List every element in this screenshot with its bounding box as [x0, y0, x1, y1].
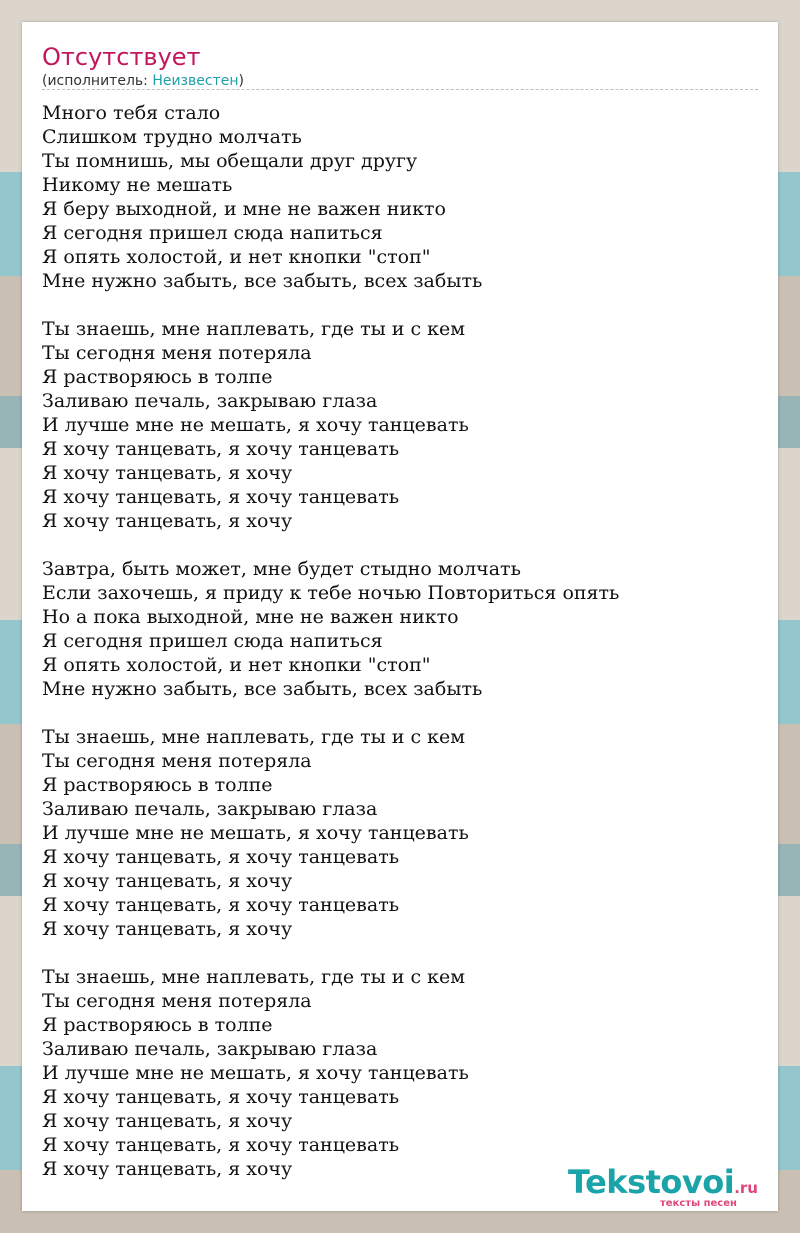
lyrics-line: Ты помнишь, мы обещали друг другу: [42, 150, 418, 172]
lyrics-line: Я растворяюсь в толпе: [42, 1014, 273, 1036]
lyrics-stanza: [42, 317, 619, 533]
lyrics-line: Я хочу танцевать, я хочу танцевать: [42, 438, 400, 460]
lyrics-line: Я хочу танцевать, я хочу: [42, 1110, 293, 1132]
logo-tagline: тексты песен: [660, 1198, 737, 1209]
lyrics-line: Я сегодня пришел сюда напиться: [42, 630, 383, 652]
title-divider: [42, 89, 758, 90]
lyrics-line: Ты знаешь, мне наплевать, где ты и с кем: [42, 318, 466, 340]
lyrics-line: Я растворяюсь в толпе: [42, 774, 273, 796]
lyrics-line: И лучше мне не мешать, я хочу танцевать: [42, 822, 469, 844]
lyrics-stanza: [42, 965, 619, 1181]
site-logo[interactable]: [568, 1164, 778, 1210]
lyrics-line: Мне нужно забыть, все забыть, всех забыть: [42, 678, 483, 700]
lyrics-line: Я хочу танцевать, я хочу: [42, 462, 293, 484]
artist-link[interactable]: Неизвестен: [152, 73, 239, 89]
lyrics-line: Ты сегодня меня потеряла: [42, 990, 312, 1012]
lyrics-line: И лучше мне не мешать, я хочу танцевать: [42, 414, 469, 436]
lyrics-line: Я хочу танцевать, я хочу: [42, 510, 293, 532]
lyrics-line: Ты знаешь, мне наплевать, где ты и с кем: [42, 966, 466, 988]
logo-name: Tekstovoi: [568, 1163, 735, 1201]
lyrics-line: Мне нужно забыть, все забыть, всех забыть: [42, 270, 483, 292]
lyrics-line: Ты сегодня меня потеряла: [42, 342, 312, 364]
lyrics-card: [22, 22, 778, 1211]
lyrics-line: И лучше мне не мешать, я хочу танцевать: [42, 1062, 469, 1084]
song-title: Отсутствует: [42, 43, 201, 71]
lyrics-line: Я хочу танцевать, я хочу танцевать: [42, 1134, 400, 1156]
lyrics-stanza: [42, 725, 619, 941]
lyrics-line: Ты знаешь, мне наплевать, где ты и с кем: [42, 726, 466, 748]
lyrics-line: Но а пока выходной, мне не важен никто: [42, 606, 459, 628]
lyrics-line: Много тебя стало: [42, 102, 221, 124]
lyrics-stanza: [42, 557, 619, 701]
lyrics-line: Если захочешь, я приду к тебе ночью Повториться опять: [42, 582, 620, 604]
lyrics-stanza: [42, 101, 619, 293]
lyrics-line: Я хочу танцевать, я хочу танцевать: [42, 1086, 400, 1108]
lyrics-line: Я хочу танцевать, я хочу: [42, 870, 293, 892]
lyrics-line: Я хочу танцевать, я хочу: [42, 1158, 293, 1180]
lyrics-line: Я хочу танцевать, я хочу танцевать: [42, 486, 400, 508]
lyrics-line: Я опять холостой, и нет кнопки "стоп": [42, 246, 431, 268]
lyrics-line: Я растворяюсь в толпе: [42, 366, 273, 388]
lyrics-line: Я хочу танцевать, я хочу танцевать: [42, 846, 400, 868]
artist-prefix: (исполнитель:: [42, 73, 153, 89]
lyrics-line: Я хочу танцевать, я хочу танцевать: [42, 894, 400, 916]
lyrics-line: Никому не мешать: [42, 174, 233, 196]
artist-line: [42, 72, 244, 90]
lyrics-line: Заливаю печаль, закрываю глаза: [42, 1038, 378, 1060]
lyrics-line: Завтра, быть может, мне будет стыдно молчать: [42, 558, 521, 580]
logo-tld: .ru: [734, 1179, 758, 1197]
lyrics-line: Заливаю печаль, закрываю глаза: [42, 798, 378, 820]
lyrics-line: Я сегодня пришел сюда напиться: [42, 222, 383, 244]
lyrics-line: Я хочу танцевать, я хочу: [42, 918, 293, 940]
artist-suffix: ): [238, 73, 244, 89]
lyrics-line: Заливаю печаль, закрываю глаза: [42, 390, 378, 412]
lyrics-text: [42, 101, 619, 1181]
lyrics-line: Я опять холостой, и нет кнопки "стоп": [42, 654, 431, 676]
lyrics-line: Слишком трудно молчать: [42, 126, 302, 148]
lyrics-line: Я беру выходной, и мне не важен никто: [42, 198, 446, 220]
lyrics-line: Ты сегодня меня потеряла: [42, 750, 312, 772]
